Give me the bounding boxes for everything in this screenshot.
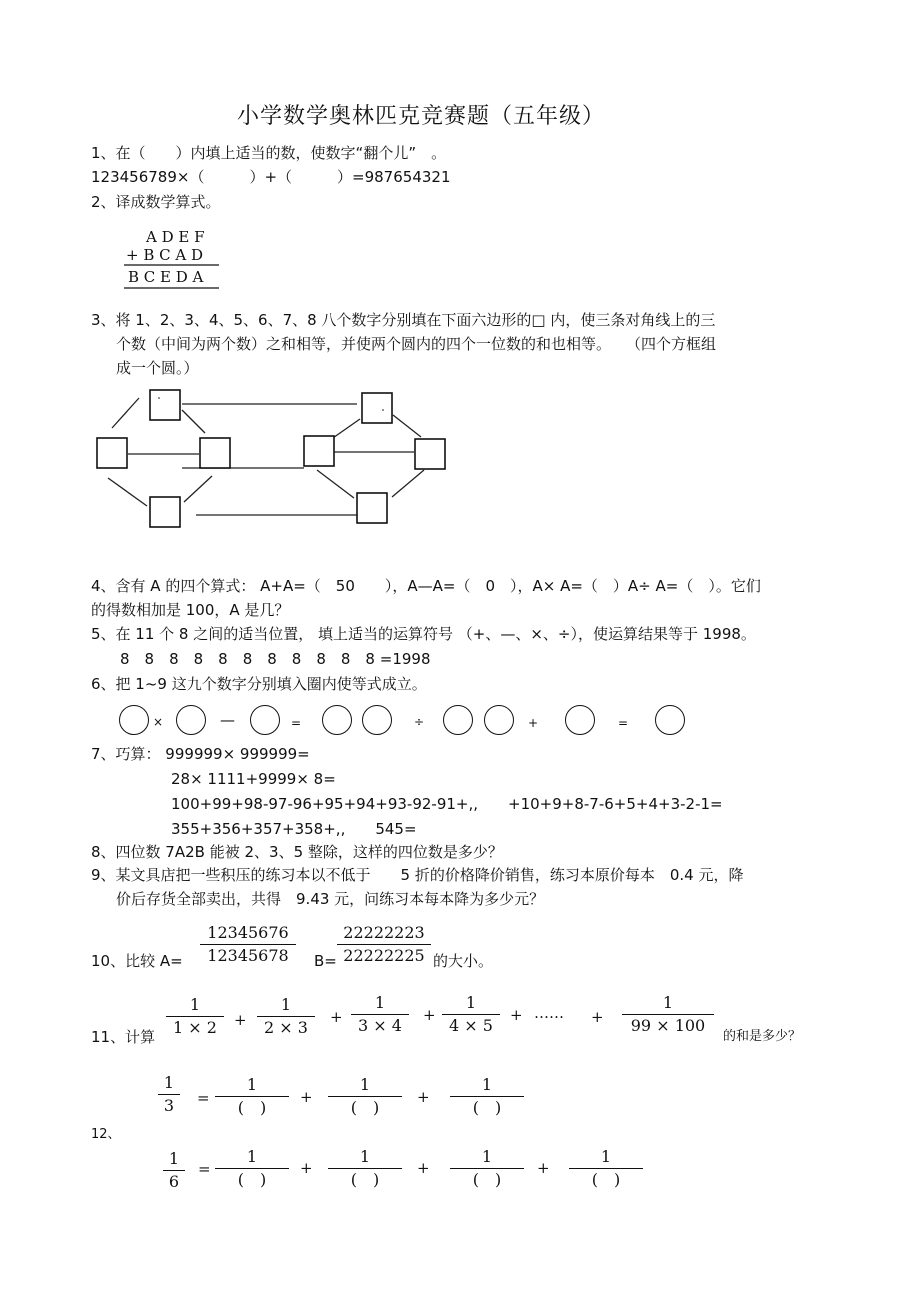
plus-sign: +: [537, 1159, 550, 1177]
plus-sign: +: [591, 1008, 604, 1026]
plus-sign: +: [300, 1088, 313, 1106]
answer-square: [357, 493, 387, 523]
fraction-numerator: 1: [481, 1147, 493, 1166]
question-7-line-1: 7、巧算： 999999× 999999=: [91, 745, 310, 763]
answer-square: [415, 439, 445, 469]
term-denominator: 3 × 4: [358, 1016, 402, 1035]
op-plus: +: [528, 716, 539, 730]
ellipsis: ……: [534, 1004, 564, 1022]
question-5-eights: 8 8 8 8 8 8 8 8 8 8 8 =1998: [120, 650, 431, 668]
question-11-prefix: 11、计算: [91, 1028, 156, 1046]
term-numerator: 1: [280, 995, 292, 1014]
answer-square: [150, 390, 180, 420]
question-11-suffix: 的和是多少？: [723, 1029, 802, 1044]
question-7-line-3: 100+99+98-97-96+95+94+93-92-91+,, +10+9+8-7-6+5+4+3-2-1=: [171, 795, 723, 813]
answer-squares[interactable]: [97, 390, 445, 527]
op-minus: —: [220, 711, 235, 729]
term-numerator: 1: [662, 993, 674, 1012]
plus-sign: +: [417, 1088, 430, 1106]
fraction-numerator: 1: [359, 1075, 371, 1094]
blank-denominator[interactable]: ( ): [350, 1170, 380, 1189]
fraction-numerator: 1: [163, 1073, 175, 1092]
blank-denominator[interactable]: ( ): [472, 1170, 502, 1189]
question-10-prefix: 10、比较 A=: [91, 952, 183, 970]
question-3-line-3: 成一个圆。）: [116, 359, 199, 377]
fraction-b-numerator: 22222223: [343, 923, 425, 942]
term-denominator: 4 × 5: [449, 1016, 493, 1035]
answer-square: [200, 438, 230, 468]
question-10-suffix: 的大小。: [433, 952, 494, 970]
equals-sign: =: [197, 1089, 210, 1107]
op-times: ×: [153, 715, 164, 729]
answer-square: [304, 436, 334, 466]
equals-sign: =: [198, 1160, 211, 1178]
fraction-numerator: 1: [481, 1075, 493, 1094]
question-1-equation: 123456789×（ ）+（ ）=987654321: [91, 168, 451, 186]
fraction-numerator: 1: [359, 1147, 371, 1166]
puzzle-row-1: A D E F: [146, 228, 205, 246]
question-12-label: 12、: [91, 1127, 121, 1142]
question-3-line-1: 3、将 1、2、3、4、5、6、7、8 八个数字分别填在下面六边形的□ 内，使三条对角线上的三: [91, 311, 716, 329]
term-denominator: 99 × 100: [630, 1016, 706, 1035]
op-equals: =: [618, 716, 629, 730]
op-divide: ÷: [414, 715, 425, 729]
puzzle-row-2: + B C A D: [126, 246, 203, 264]
fraction-numerator: 1: [246, 1075, 258, 1094]
answer-square: [97, 438, 127, 468]
blank-denominator[interactable]: ( ): [472, 1098, 502, 1117]
fraction-numerator: 1: [246, 1147, 258, 1166]
question-4-line-2: 的得数相加是 100，A 是几？: [91, 601, 290, 619]
fraction-b-denominator: 22222225: [343, 946, 425, 965]
term-numerator: 1: [374, 993, 386, 1012]
fraction-numerator: 1: [168, 1149, 180, 1168]
fraction-a-denominator: 12345678: [207, 946, 289, 965]
op-equals: =: [291, 716, 302, 730]
page-title: 小学数学奥林匹克竞赛题（五年级）: [237, 104, 606, 129]
blank-denominator[interactable]: ( ): [237, 1098, 267, 1117]
fraction-a-numerator: 12345676: [207, 923, 289, 942]
blank-denominator[interactable]: ( ): [237, 1170, 267, 1189]
plus-sign: +: [423, 1006, 436, 1024]
question-1-text: 1、在（ ）内填上适当的数，使数字“翻个儿” 。: [91, 144, 447, 162]
question-6-text: 6、把 1~9 这九个数字分别填入圈内使等式成立。: [91, 675, 427, 693]
plus-sign: +: [234, 1011, 247, 1029]
question-7-line-2: 28× 1111+9999× 8=: [171, 770, 336, 788]
term-denominator: 1 × 2: [173, 1018, 217, 1037]
puzzle-row-3: B C E D A: [128, 268, 204, 286]
term-denominator: 2 × 3: [264, 1018, 308, 1037]
question-7-line-4: 355+356+357+358+,, 545=: [171, 820, 417, 838]
fraction-denominator: 6: [168, 1172, 180, 1191]
question-9-line-2: 价后存货全部卖出，共得 9.43 元，问练习本每本降为多少元？: [116, 890, 545, 908]
answer-square: [150, 497, 180, 527]
plus-sign: +: [510, 1006, 523, 1024]
answer-square: [362, 393, 392, 423]
plus-sign: +: [417, 1159, 430, 1177]
blank-denominator[interactable]: ( ): [350, 1098, 380, 1117]
question-9-line-1: 9、某文具店把一些积压的练习本以不低于 5 折的价格降价销售，练习本原价每本 0.4 元，降: [91, 866, 744, 884]
fraction-numerator: 1: [600, 1147, 612, 1166]
blank-denominator[interactable]: ( ): [591, 1170, 621, 1189]
question-10-b-label: B=: [314, 952, 337, 970]
question-8-text: 8、四位数 7A2B 能被 2、3、5 整除，这样的四位数是多少？: [91, 843, 503, 861]
fraction-denominator: 3: [163, 1096, 175, 1115]
term-numerator: 1: [465, 993, 477, 1012]
term-numerator: 1: [189, 995, 201, 1014]
question-2-text: 2、译成数学算式。: [91, 193, 221, 211]
question-4-line-1: 4、含有 A 的四个算式： A+A=（ 50 ），A—A=（ 0 ），A× A=（ ）A÷ A=（ ）。它们: [91, 577, 761, 595]
question-5-line-1: 5、在 11 个 8 之间的适当位置， 填上适当的运算符号 （+、—、×、÷），使运算结果等于 1998。: [91, 625, 756, 643]
plus-sign: +: [330, 1008, 343, 1026]
plus-sign: +: [300, 1159, 313, 1177]
question-3-line-2: 个数（中间为两个数）之和相等，并使两个圆内的四个一位数的和也相等。 （四个方框组: [116, 335, 717, 353]
